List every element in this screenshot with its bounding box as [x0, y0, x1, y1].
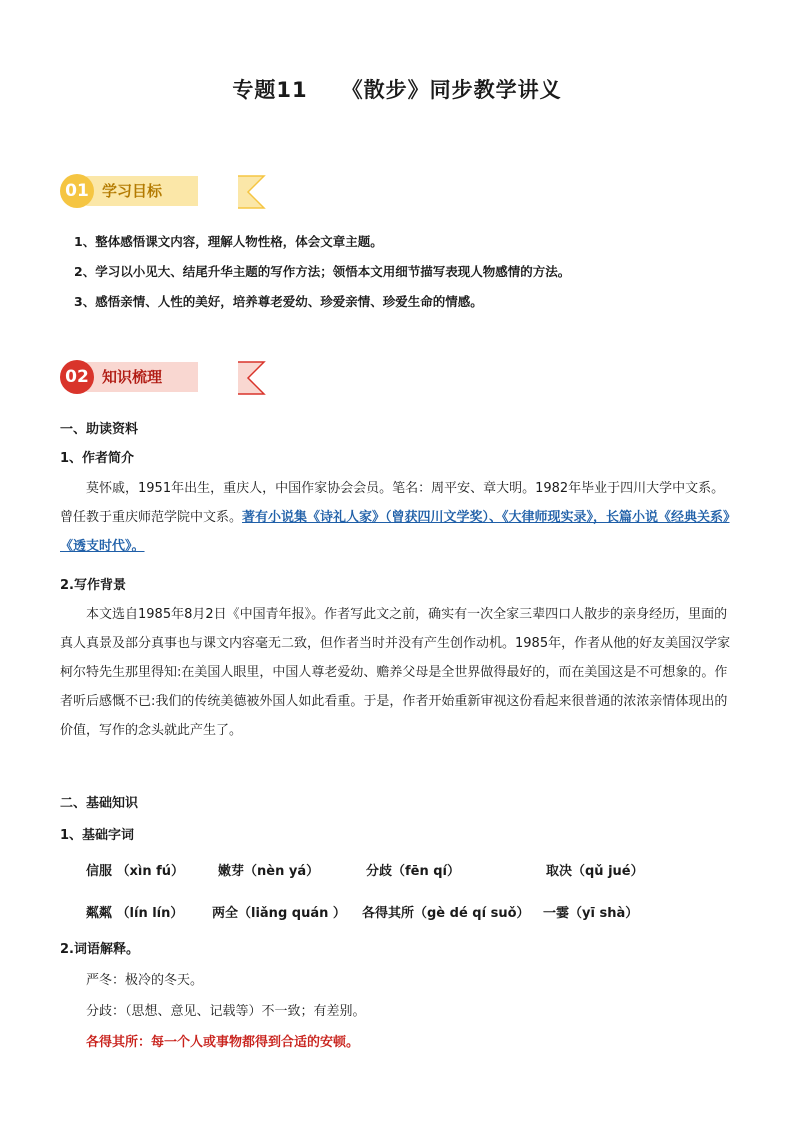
definition-item: 分歧：（思想、意见、记载等）不一致；有差别。	[86, 1004, 366, 1019]
title-main: 《散步》同步教学讲义	[341, 78, 562, 102]
definition-item: 严冬：极冷的冬天。	[86, 973, 204, 988]
goal-item: 1、整体感悟课文内容，理解人物性格，体会文章主题。	[74, 234, 383, 249]
title-prefix: 专题11	[232, 78, 308, 102]
section-badge-knowledge	[60, 358, 210, 398]
author-paragraph	[60, 474, 736, 561]
section-number-01: 01	[60, 174, 94, 208]
heading-reading-material: 一、助读资料	[60, 422, 139, 437]
goal-item: 3、感悟亲情、人性的美好，培养尊老爱幼、珍爱亲情、珍爱生命的情感。	[74, 294, 483, 309]
goal-item: 2、学习以小见大、结尾升华主题的写作方法；领悟本文用细节描写表现人物感情的方法。	[74, 264, 571, 279]
vocab-item: 粼粼 （lín lín）	[86, 906, 184, 921]
vocab-item: 信服 （xìn fú）	[86, 864, 185, 879]
ribbon-tail-icon	[238, 172, 266, 212]
section-badge-goals	[60, 172, 210, 212]
author-text: 莫怀戚，1951年出生，重庆人，中国作家协会会员。笔名：周平安、章大明。1982年毕业于四川大学中文系。曾任教于重庆师范学院中文系。	[60, 481, 725, 525]
heading-background: 2.写作背景	[60, 578, 126, 593]
heading-words: 1、基础字词	[60, 828, 135, 843]
vocab-item: 各得其所（gè dé qí suǒ）	[362, 906, 530, 921]
background-paragraph: 本文选自1985年8月2日《中国青年报》。作者写此文之前，确实有一次全家三辈四口人散步的亲身经历，里面的真人真景及部分真事也与课文内容毫无二致，但作者当时并没有产生创作动机。1985年，作者从他的好友美国汉学家柯尔特先生那里得知:在美国人眼里，中国人尊老爱幼、赡养父母是全世界做得最好的，而在美国这是不可想象的。作者听后感慨不已:我们的传统美德被外国人如此看重。于是，作者开始重新审视这份看起来很普通的浓浓亲情体现出的价值，写作的念头就此产生了。	[60, 607, 731, 738]
section-number-02: 02	[60, 360, 94, 394]
heading-basic-knowledge: 二、基础知识	[60, 796, 139, 811]
section-label-goals: 学习目标	[84, 176, 198, 206]
heading-author: 1、作者简介	[60, 451, 135, 466]
definition-item-highlight: 各得其所：每一个人或事物都得到合适的安顿。	[86, 1035, 360, 1050]
author-works-link[interactable]: 著有小说集《诗礼人家》（曾获四川文学奖）、《大律师现实录》，长篇小说《经典关系》《透支时代》。	[60, 510, 730, 554]
ribbon-tail-icon	[238, 358, 266, 398]
vocab-item: 嫩芽（nèn yá）	[218, 864, 320, 879]
vocab-item: 分歧（fēn qí）	[366, 864, 461, 879]
vocab-item: 一霎（yī shà）	[543, 906, 639, 921]
page-title	[0, 74, 794, 104]
vocab-item: 取决（qǔ jué）	[546, 864, 644, 879]
vocab-item: 两全（liǎng quán ）	[212, 906, 346, 921]
heading-explanations: 2.词语解释。	[60, 942, 139, 957]
section-label-knowledge: 知识梳理	[84, 362, 198, 392]
